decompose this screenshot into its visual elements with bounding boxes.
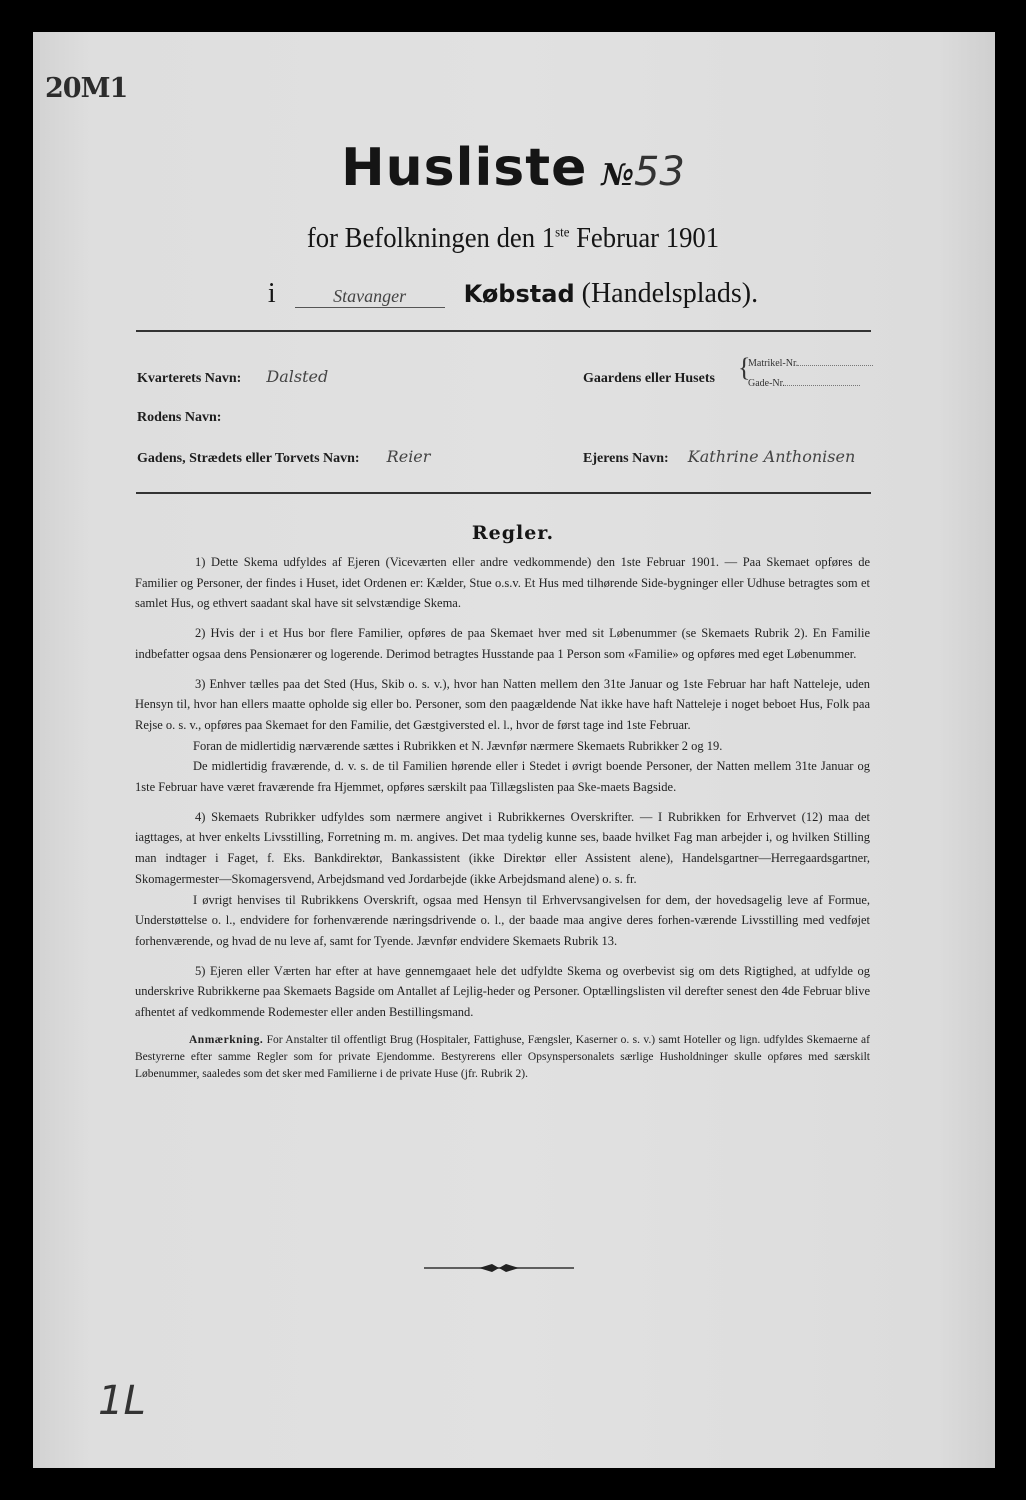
subtitle-pre: for Befolkningen den 1 — [306, 222, 556, 254]
ejer-label: Ejerens Navn: — [583, 451, 669, 466]
number-prefix: № — [601, 158, 634, 193]
rule-3-note-absent: De midlertidig fraværende, d. v. s. de til Familien hørende eller i Stedet i øvrigt boende Personer, der Natten mellem 31te Januar og 1ste Februar have været fraværende fra Hjemmet, opføres særskilt paa Tillægslisten paa Ske-maets Bagside. — [135, 759, 870, 795]
rules-section — [135, 552, 870, 1083]
kvarter-label: Kvarterets Navn: — [137, 371, 242, 386]
brace-icon: { — [738, 353, 751, 382]
rule-5: 5) Ejeren eller Værten har efter at have gennemgaaet hele det udfyldte Skema og overbevist sig om dets Rigtighed, at udfylde og underskrive Rubrikkerne paa Skemaets Bagside om Antallet af Lejlig-heder og Personer. Optællingslisten vil derefter senest den 4de Februar blive afhentet af vedkommende Rodemester eller anden Bestillingsmand. — [135, 963, 870, 1020]
gade-nr-field — [748, 378, 860, 389]
town-line — [0, 278, 1026, 310]
rule-3: 3) Enhver tælles paa det Sted (Hus, Skib o. s. v.), hvor han Natten mellem den 31te Januar og 1ste Februar har haft Natteleje, uden Hensyn til, hvor han ellers maatte opholde sig eller bo. Personer, som den paagældende Nat ikke have haft Natteleje i noget beboet Hus, Folk paa Rejse o. s. v., opføres paa Skemaet for den Familie, det Gæstgiversted el. l., hvor de først tage ind 1ste Februar. — [135, 676, 870, 732]
middle-divider — [136, 492, 871, 494]
ejer-value: Kathrine Anthonisen — [687, 447, 856, 466]
rule-2: 2) Hvis der i et Hus bor flere Familier, opføres de paa Skemaet hver med sit Løbenummer (se Skemaets Rubrik 2). En Familie indbefatter ogsaa dens Pensionærer og logerende. Derimod betragtes Husstande paa 1 Person som «Familie» og opføres med eget Løbenummer. — [135, 626, 870, 661]
gade-nr-label: Gade-Nr. — [748, 378, 785, 389]
house-number: 53 — [633, 149, 685, 195]
rule-4: 4) Skemaets Rubrikker udfyldes som nærmere angivet i Rubrikkernes Overskrifter. — I Rubrikken for Erhvervet (12) maa det iagttages, at hver enkelts Livsstilling, Forretning m. m. angives. Det maa tydelig kunne ses, baade hvilket Fag man arbejder i, og hvilken Stilling man indtager i Faget, f. Eks. Bankdirektør, Bankassistent (ikke Direktør eller Assistent alene), Handelsgartner—Herregaardsgartner, Skomagermester—Skomagersvend, Arbejdsmand ved Jordarbejde (ikke Arbejdsmand alene) o. s. fr. — [135, 809, 870, 886]
document-title — [0, 138, 1026, 198]
gade-field — [137, 447, 430, 467]
matrikel-dotted-line — [798, 365, 873, 366]
roden-label: Rodens Navn: — [137, 410, 222, 425]
gade-value: Reier — [386, 447, 431, 466]
gade-label: Gadens, Strædets eller Torvets Navn: — [137, 451, 360, 466]
roden-field — [137, 406, 221, 426]
matrikel-label: Matrikel-Nr. — [748, 358, 799, 369]
title-text: Husliste — [341, 138, 588, 198]
gade-nr-dotted-line — [785, 385, 860, 386]
note-text: For Anstalter til offentligt Brug (Hospitaler, Fattighuse, Fængsler, Kaserner o. s. v.) samt Hoteller og lign. udfyldes Skemaerne af Bestyrerne efter samme Regler som for private Ejendomme. Bestyrerens eller Opsynspersonalets særlige Husholdninger skulle opføres med særskilt Løbenummer, saaledes som det sker med Familierne i de private Huse (jfr. Rubrik 2). — [135, 1033, 870, 1080]
gaard-label: Gaardens eller Husets — [583, 371, 715, 386]
archive-stamp: 20M1 — [45, 73, 128, 104]
rules-heading: Regler. — [471, 522, 555, 544]
census-date-line — [41, 222, 985, 255]
rule-3-note-present: Foran de midlertidig nærværende sættes i Rubrikken et N. Jævnfør nærmere Skemaets Rubrikker 2 og 19. — [193, 738, 723, 753]
subtitle-sup: ste — [555, 225, 570, 241]
matrikel-field — [748, 358, 873, 369]
town-type-bold: Købstad — [463, 280, 575, 308]
top-divider — [136, 330, 871, 332]
note-label: Anmærkning. — [189, 1033, 264, 1046]
kvarter-field — [137, 367, 328, 387]
ejer-field — [583, 447, 855, 467]
town-prefix: i — [267, 278, 276, 309]
note — [135, 1032, 870, 1083]
subtitle-post: Februar 1901 — [569, 222, 720, 254]
kvarter-value: Dalsted — [266, 367, 329, 386]
town-name-handwritten: Stavanger — [295, 286, 445, 308]
rule-1: 1) Dette Skema udfyldes af Ejeren (Viceværten eller andre vedkommende) den 1ste Februar 1901. — Paa Skemaet opføres de Familier og Personer, der findes i Huset, idet Ordenen er: Kælder, Stue o.s.v. Et Hus med tilhørende Side-bygninger eller Udhuse betragtes som et samlet Hus, og ethvert saadant skal have sit selvstændige Skema. — [135, 555, 870, 611]
ornament-divider-icon — [424, 1263, 574, 1273]
corner-handwritten-mark: 1L — [98, 1378, 146, 1424]
rule-4-continued: I øvrigt henvises til Rubrikkens Overskrift, ogsaa med Hensyn til Erhvervsangivelsen for dem, der hovedsagelig leve af Formue, Understøttelse o. l., endvidere for forhenværende næringsdrivende o. l., der baade maa angive deres forhen-værende Livsstilling med vedføjet forhenværende, og hvad de nu leve af, samt for Tyende. Jævnfør endvidere Skemaets Rubrik 13. — [135, 892, 870, 948]
gaard-field — [583, 367, 715, 387]
town-type-rest: (Handelsplads). — [574, 278, 759, 309]
